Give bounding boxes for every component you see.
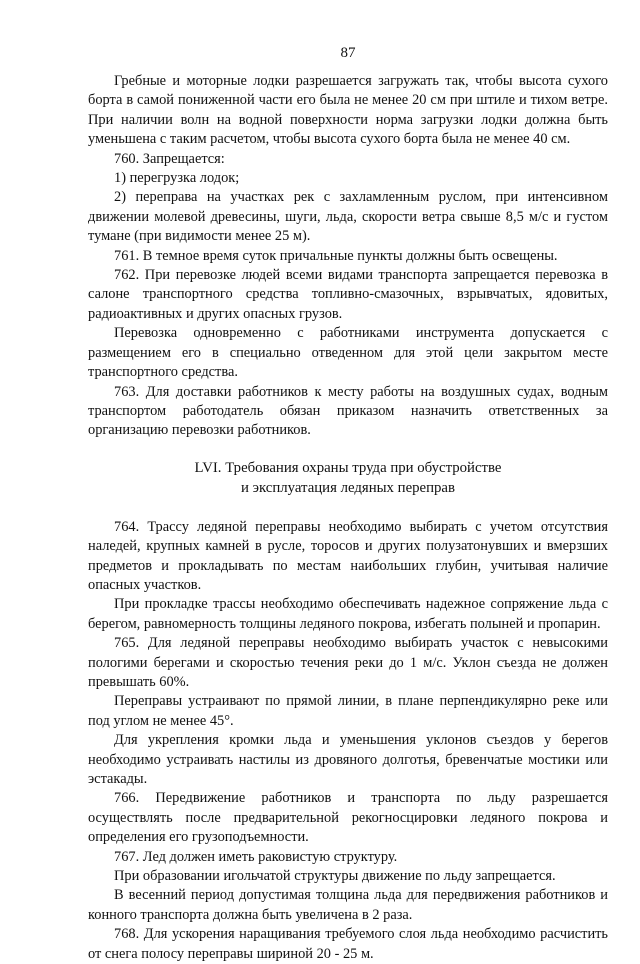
paragraph-ice-shore: При прокладке трассы необходимо обеспечивать надежное сопряжение льда с берегом, равномерность толщины ледяного покрова, избегать полыней и пропарин. — [88, 596, 608, 632]
paragraph-761: 761. В темное время суток причальные пункты должны быть освещены. — [114, 247, 558, 264]
paragraph-tools-transport: Перевозка одновременно с работниками инструмента допускается с размещением его в специально отведенном для этой цели закрытом месте транспортного средства. — [88, 325, 608, 381]
document-page — [88, 44, 608, 964]
paragraph-764: 764. Трассу ледяной переправы необходимо выбирать с учетом отсутствия наледей, крупных камней в русле, торосов и других полузатонувших и вмерзших предметов и прокладывать по местам наибольших глубин, учитывая наличие опасных участков. — [88, 518, 608, 593]
paragraph-768: 768. Для ускорения наращивания требуемого слоя льда необходимо расчистить от снега полосу переправы шириной 20 - 25 м. — [88, 926, 608, 962]
paragraph-763: 763. Для доставки работников к месту работы на воздушных судах, водным транспортом работодатель обязан приказом назначить ответственных за организацию перевозки работников. — [88, 383, 608, 439]
list-item-crossing: 2) переправа на участках рек с захламленным руслом, при интенсивном движении молевой древесины, шуги, льда, скорости ветра свыше 8,5 м/с и густом тумане (при видимости менее 25 м). — [88, 189, 608, 245]
paragraphs-top — [88, 72, 608, 441]
paragraph-spring-thickness: В весенний период допустимая толщина льда для передвижения работников и конного транспорта должна быть увеличена в 2 раза. — [88, 887, 608, 923]
section-heading — [88, 458, 608, 498]
paragraph-needle-structure: При образовании игольчатой структуры движение по льду запрещается. — [114, 868, 556, 885]
paragraph-boat-loading: Гребные и моторные лодки разрешается загружать так, чтобы высота сухого борта в самой пониженной части его была не менее 20 см при штиле и тихом ветре. При наличии волн на водной поверхности норма загрузки лодки должна быть уменьшена с таким расчетом, чтобы высота сухого борта была не менее 40 см. — [88, 73, 608, 148]
page-number: 87 — [340, 45, 356, 61]
paragraph-760: 760. Запрещается: — [114, 150, 225, 167]
paragraph-767: 767. Лед должен иметь раковистую структуру. — [114, 848, 398, 865]
paragraph-straight-line: Переправы устраивают по прямой линии, в плане перпендикулярно реке или под углом не менее 45°. — [88, 693, 608, 729]
list-item-overload: 1) перегрузка лодок; — [114, 170, 240, 187]
paragraph-765: 765. Для ледяной переправы необходимо выбирать участок с невысокими пологими берегами и скоростью течения реки до 1 м/с. Уклон съезда не должен превышать 60%. — [88, 635, 608, 690]
section-heading-line2: и эксплуатация ледяных переправ — [241, 479, 455, 496]
section-heading-line1: LVI. Требования охраны труда при обустройстве — [194, 459, 502, 476]
paragraph-766: 766. Передвижение работников и транспорта по льду разрешается осуществлять после предварительной рекогносцировки ледяного покрова и определения его грузоподъемности. — [88, 790, 608, 846]
paragraphs-bottom — [88, 518, 608, 964]
paragraph-762: 762. При перевозке людей всеми видами транспорта запрещается перевозка в салоне транспортного средства топливно-смазочных, взрывчатых, ядовитых, радиоактивных и других опасных грузов. — [88, 267, 608, 322]
paragraph-edge-reinforcement: Для укрепления кромки льда и уменьшения уклонов съездов у берегов необходимо устраивать настилы из дровяного долготья, бревенчатые мостики или эстакады. — [88, 732, 608, 787]
